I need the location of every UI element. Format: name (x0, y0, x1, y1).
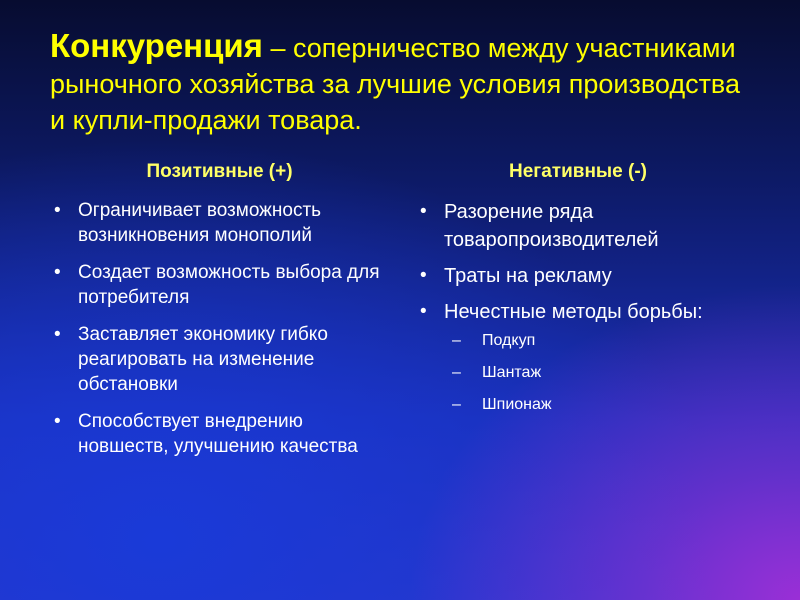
positive-heading: Позитивные (+) (146, 161, 293, 182)
bullet-icon: • (54, 411, 61, 432)
list-item-text: Ограничивает возможность возникновения монополий (78, 200, 322, 246)
list-item (418, 298, 738, 416)
list-item-text: Разорение ряда товаропроизводителей (444, 201, 659, 251)
list-item (52, 409, 387, 459)
bullet-icon: • (420, 201, 427, 222)
list-item-text: Траты на рекламу (444, 265, 612, 287)
negative-column (418, 160, 738, 426)
list-item-text: Нечестные методы борьбы: (444, 301, 703, 323)
dash-icon: – (452, 332, 461, 349)
list-item (418, 262, 738, 290)
list-item-text: Заставляет экономику гибко реагировать на изменение обстановки (78, 324, 328, 395)
negative-heading: Негативные (-) (509, 161, 647, 182)
positive-list (52, 198, 387, 459)
bullet-icon: • (420, 301, 427, 322)
sub-list (444, 330, 738, 416)
list-item (52, 198, 387, 248)
bullet-icon: • (54, 262, 61, 283)
title-definition: – соперничество между участниками рыночного хозяйства за лучшие условия производства и купли-продажи товара. (50, 33, 740, 135)
sub-list-item (444, 330, 738, 352)
list-item (52, 322, 387, 397)
list-item (418, 198, 738, 254)
sub-list-item (444, 362, 738, 384)
list-item-text: Способствует внедрению новшеств, улучшению качества (78, 411, 358, 457)
bullet-icon: • (54, 200, 61, 221)
sub-list-item-text: Подкуп (482, 332, 536, 349)
bullet-icon: • (54, 324, 61, 345)
list-item (52, 260, 387, 310)
dash-icon: – (452, 396, 461, 413)
list-item-text: Создает возможность выбора для потребителя (78, 262, 380, 308)
sub-list-item-text: Шантаж (482, 364, 542, 381)
title-term: Конкуренция (50, 27, 263, 64)
positive-column (52, 160, 387, 471)
bullet-icon: • (420, 265, 427, 286)
sub-list-item (444, 394, 738, 416)
slide-title (50, 28, 750, 138)
sub-list-item-text: Шпионаж (482, 396, 552, 413)
dash-icon: – (452, 364, 461, 381)
negative-list (418, 198, 738, 416)
